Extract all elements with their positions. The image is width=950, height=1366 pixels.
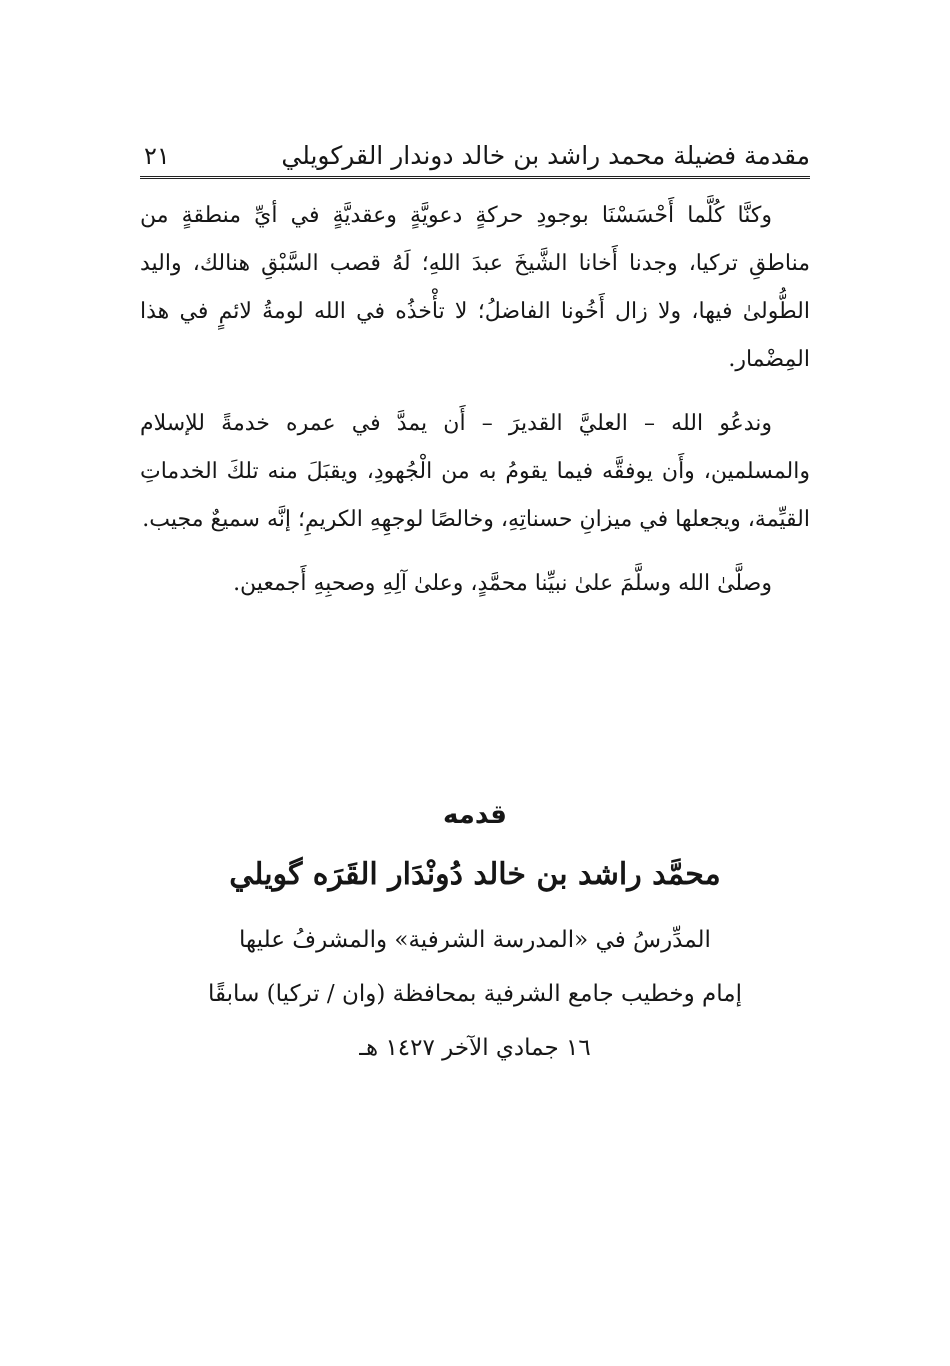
paragraph-1: وكنَّا كُلَّما أَحْسَسْنَا بوجودِ حركةٍ دعويَّةٍ وعقديَّةٍ في أيِّ منطقةٍ من مناطقِ تركيا، وجدنا أَخانا الشَّيخَ عبدَ اللهِ؛ لَهُ قصب السَّبْقِ هنالك، واليد الطُّولىٰ فيها، ولا زال أَخُونا الفاضلُ؛ لا تأْخذُه في الله لومةُ لائمٍ في هذا المِضْمار. bbox=[140, 203, 810, 372]
running-title: مقدمة فضيلة محمد راشد بن خالد دوندار القركويلي bbox=[281, 141, 810, 170]
author-name: محمَّد راشد بن خالد دُونْدَار القَرَه گويلي bbox=[229, 857, 721, 892]
author-position: إمام وخطيب جامع الشرفية بمحافظة (وان / تركيا) سابقًا bbox=[208, 981, 742, 1007]
body-text bbox=[140, 192, 810, 624]
paragraph-3: وصلَّىٰ الله وسلَّمَ علىٰ نبيِّنا محمَّدٍ، وعلىٰ آلِهِ وصحبِهِ أَجمعين. bbox=[233, 571, 772, 596]
paragraph-2: وندعُو الله – العليَّ القديرَ – أَن يمدَّ في عمره خدمةً للإسلام والمسلمين، وأَن يوفقَّه فيما يقومُ به من الْجُهودِ، ويقبَلَ منه تلكَ الخدماتِ القيِّمة، ويجعلها في ميزانِ حسناتِهِ، وخالصًا لوجهِهِ الكريمِ؛ إنَّه سميعٌ مجيب. bbox=[140, 411, 810, 532]
running-header bbox=[140, 128, 810, 179]
signature-date: ١٦ جمادي الآخر ١٤٢٧ هـ bbox=[359, 1035, 591, 1061]
signature-block bbox=[140, 795, 810, 1075]
signature-label: قدمه bbox=[443, 800, 507, 830]
page-number: ٢١ bbox=[144, 142, 170, 170]
author-role: المدِّرسُ في «المدرسة الشرفية» والمشرفُ عليها bbox=[239, 927, 711, 953]
